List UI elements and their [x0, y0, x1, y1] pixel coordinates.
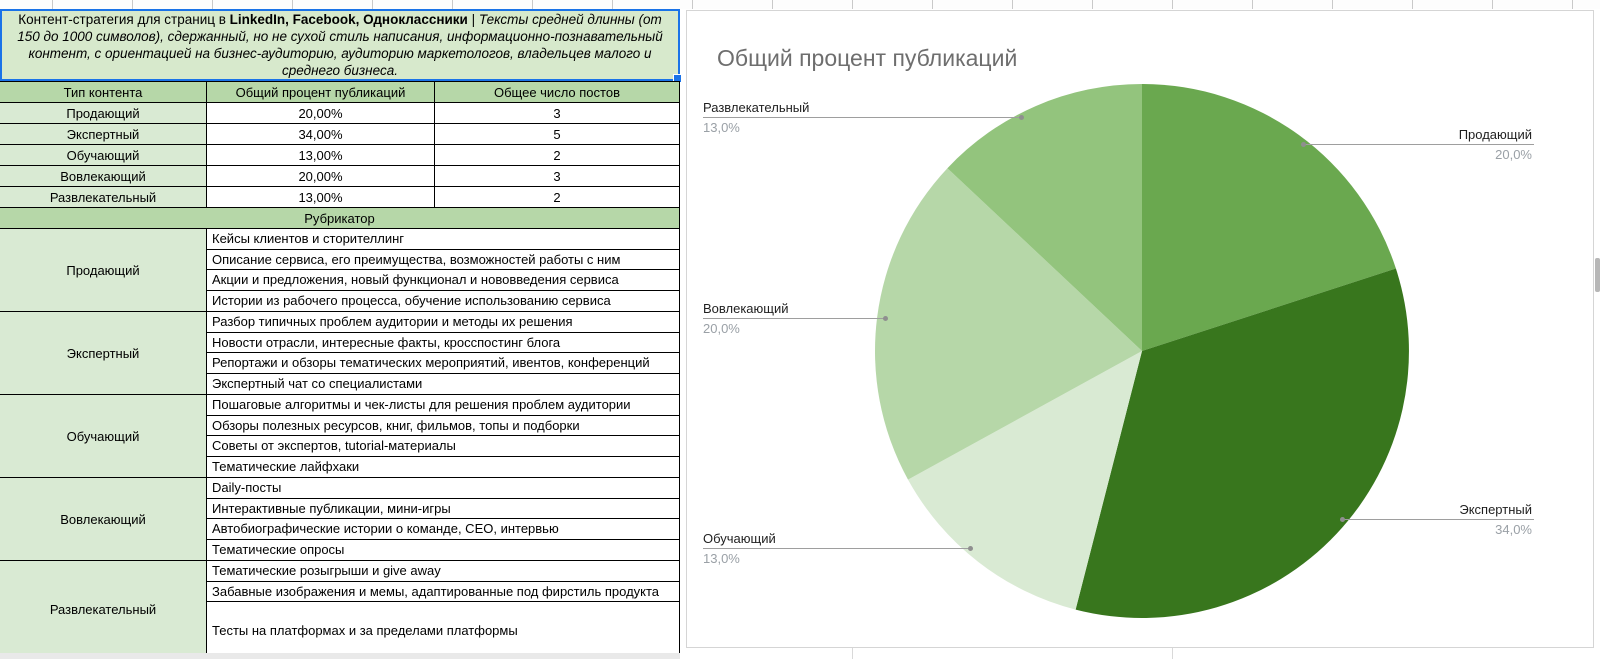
summary-header-row	[0, 82, 679, 103]
chart-panel[interactable]	[686, 10, 1594, 648]
rubricator-title: Рубрикатор	[304, 210, 375, 226]
gridline	[1572, 0, 1573, 9]
section-category-cell[interactable]: Экспертный	[0, 312, 207, 394]
section-category-cell[interactable]: Развлекательный	[0, 561, 207, 658]
rubricator-section	[0, 312, 679, 395]
content-strategy-table	[0, 81, 680, 653]
pie-slice-percent: 20,0%	[1495, 147, 1532, 162]
strategy-title-cell[interactable]	[0, 9, 680, 81]
rubric-item-cell[interactable]: Тематические опросы	[207, 540, 679, 561]
cell-content-type[interactable]: Вовлекающий	[0, 166, 207, 186]
strategy-title-text	[2, 9, 678, 81]
rubric-item-cell[interactable]: Новости отрасли, интересные факты, кросспостинг блога	[207, 333, 679, 354]
pie-slice-percent: 20,0%	[703, 321, 740, 336]
gridline	[692, 0, 693, 9]
gridline	[1412, 0, 1413, 9]
cell-posts[interactable]: 5	[553, 126, 561, 142]
label-leader-line	[1342, 519, 1534, 520]
label-leader-line	[703, 117, 1021, 118]
rubricator-section	[0, 561, 679, 659]
gridline	[1172, 648, 1173, 659]
gridline	[52, 0, 53, 9]
rubricator-section	[0, 395, 679, 478]
pie-slice-label: Экспертный	[1459, 502, 1532, 517]
summary-row	[0, 103, 679, 124]
gridline	[1252, 0, 1253, 9]
rubric-item-cell[interactable]: Описание сервиса, его преимущества, возможностей работы с ним	[207, 250, 679, 271]
cell-content-type[interactable]: Обучающий	[0, 145, 207, 165]
rubric-item-cell[interactable]: Пошаговые алгоритмы и чек-листы для решения проблем аудитории	[207, 395, 679, 416]
cutoff-row-above	[0, 0, 1600, 9]
pie-slice-percent: 13,0%	[703, 120, 740, 135]
title-segment: LinkedIn, Facebook, Одноклассники	[229, 12, 468, 27]
summary-rows	[0, 103, 679, 208]
header-percent[interactable]: Общий процент публикаций	[207, 82, 435, 102]
partial-row-below-table	[0, 653, 680, 659]
rubricator-sections	[0, 229, 679, 659]
rubric-item-cell[interactable]: Репортажи и обзоры тематических мероприятий, ивентов, конференций	[207, 353, 679, 374]
chart-title: Общий процент публикаций	[717, 45, 1018, 71]
section-category-cell[interactable]: Вовлекающий	[0, 478, 207, 560]
section-items	[207, 395, 679, 477]
rubric-item-cell[interactable]: Daily-посты	[207, 478, 679, 499]
pie-slice-label: Вовлекающий	[703, 301, 789, 316]
section-category-cell[interactable]: Продающий	[0, 229, 207, 311]
rubric-item-cell[interactable]: Тематические розыгрыши и give away	[207, 561, 679, 582]
gridline	[932, 0, 933, 9]
pie-chart	[687, 11, 1595, 649]
gridline	[1092, 0, 1093, 9]
gridline	[852, 0, 853, 9]
scrollbar-thumb[interactable]	[1595, 258, 1600, 292]
rubric-item-cell[interactable]: Акции и предложения, новый функционал и нововведения сервиса	[207, 270, 679, 291]
rubric-item-cell[interactable]: Тематические лайфхаки	[207, 457, 679, 478]
summary-row	[0, 187, 679, 208]
rubric-item-cell[interactable]: Обзоры полезных ресурсов, книг, фильмов, топы и подборки	[207, 416, 679, 437]
header-posts[interactable]: Общее число постов	[493, 84, 620, 100]
rubric-item-cell[interactable]: Разбор типичных проблем аудитории и методы их решения	[207, 312, 679, 333]
pie-slice-percent: 13,0%	[703, 551, 740, 566]
title-segment: Тексты средней длинны (от 150 до 1000 символов), сдержанный, но не сухой стиль написания, информационно-познавательный контент, с ориентацией на бизнес-аудиторию, аудиторию маркетологов, владельцев малого и среднего бизнеса.	[17, 12, 663, 78]
label-anchor-dot	[968, 546, 973, 551]
summary-row	[0, 166, 679, 187]
cell-content-type[interactable]: Экспертный	[0, 124, 207, 144]
label-anchor-dot	[1301, 142, 1306, 147]
section-items	[207, 229, 679, 311]
rubricator-header-row[interactable]	[0, 208, 679, 229]
rubricator-section	[0, 478, 679, 561]
gridline	[292, 0, 293, 9]
rubric-item-cell[interactable]: Забавные изображения и мемы, адаптированные под фирстиль продукта	[207, 582, 679, 603]
cell-content-type[interactable]: Развлекательный	[0, 187, 207, 207]
rubricator-section	[0, 229, 679, 312]
gridline	[852, 648, 853, 659]
cell-percent[interactable]: 20,00%	[207, 166, 435, 186]
pie-slice-label: Обучающий	[703, 531, 776, 546]
cell-posts[interactable]: 2	[553, 147, 561, 163]
cell-content-type[interactable]: Продающий	[0, 103, 207, 123]
pie-slice-label: Развлекательный	[703, 100, 810, 115]
pie-slice-label: Продающий	[1458, 127, 1532, 142]
cell-posts[interactable]: 2	[553, 189, 561, 205]
label-leader-line	[703, 318, 885, 319]
gridline	[1012, 0, 1013, 9]
summary-row	[0, 124, 679, 145]
cell-posts[interactable]: 3	[553, 168, 561, 184]
cell-percent[interactable]: 13,00%	[207, 187, 435, 207]
section-category-cell[interactable]: Обучающий	[0, 395, 207, 477]
gridline	[212, 0, 213, 9]
label-anchor-dot	[1340, 517, 1345, 522]
rubric-item-cell[interactable]: Экспертный чат со специалистами	[207, 374, 679, 395]
title-segment: Контент-стратегия для страниц в	[18, 12, 230, 27]
gridline	[1332, 0, 1333, 9]
gridline	[1172, 0, 1173, 9]
gridline	[132, 0, 133, 9]
cell-percent[interactable]: 34,00%	[207, 124, 435, 144]
rubric-item-cell[interactable]: Автобиографические истории о команде, CEO, интервью	[207, 519, 679, 540]
rubric-item-cell[interactable]: Интерактивные публикации, мини-игры	[207, 499, 679, 520]
gridline	[612, 0, 613, 9]
label-leader-line	[1303, 144, 1534, 145]
rubric-item-cell[interactable]: Кейсы клиентов и сторителлинг	[207, 229, 679, 250]
cell-posts[interactable]: 3	[553, 105, 561, 121]
gridline	[372, 0, 373, 9]
gridline	[532, 0, 533, 9]
pie-slice-percent: 34,0%	[1495, 522, 1532, 537]
section-items	[207, 312, 679, 394]
gridline	[452, 0, 453, 9]
cell-percent[interactable]: 13,00%	[207, 145, 435, 165]
title-segment: |	[467, 12, 479, 27]
header-content-type[interactable]: Тип контента	[0, 82, 207, 102]
summary-row	[0, 145, 679, 166]
rubric-item-cell[interactable]: Истории из рабочего процесса, обучение использованию сервиса	[207, 291, 679, 312]
rubric-item-cell[interactable]: Советы от экспертов, tutorial-материалы	[207, 436, 679, 457]
section-items	[207, 478, 679, 560]
gridline	[772, 0, 773, 9]
gridline	[1492, 0, 1493, 9]
rubric-item-cell[interactable]: Тесты на платформах и за пределами платформы	[207, 602, 679, 658]
label-leader-line	[703, 548, 970, 549]
section-items	[207, 561, 679, 658]
cell-percent[interactable]: 20,00%	[207, 103, 435, 123]
